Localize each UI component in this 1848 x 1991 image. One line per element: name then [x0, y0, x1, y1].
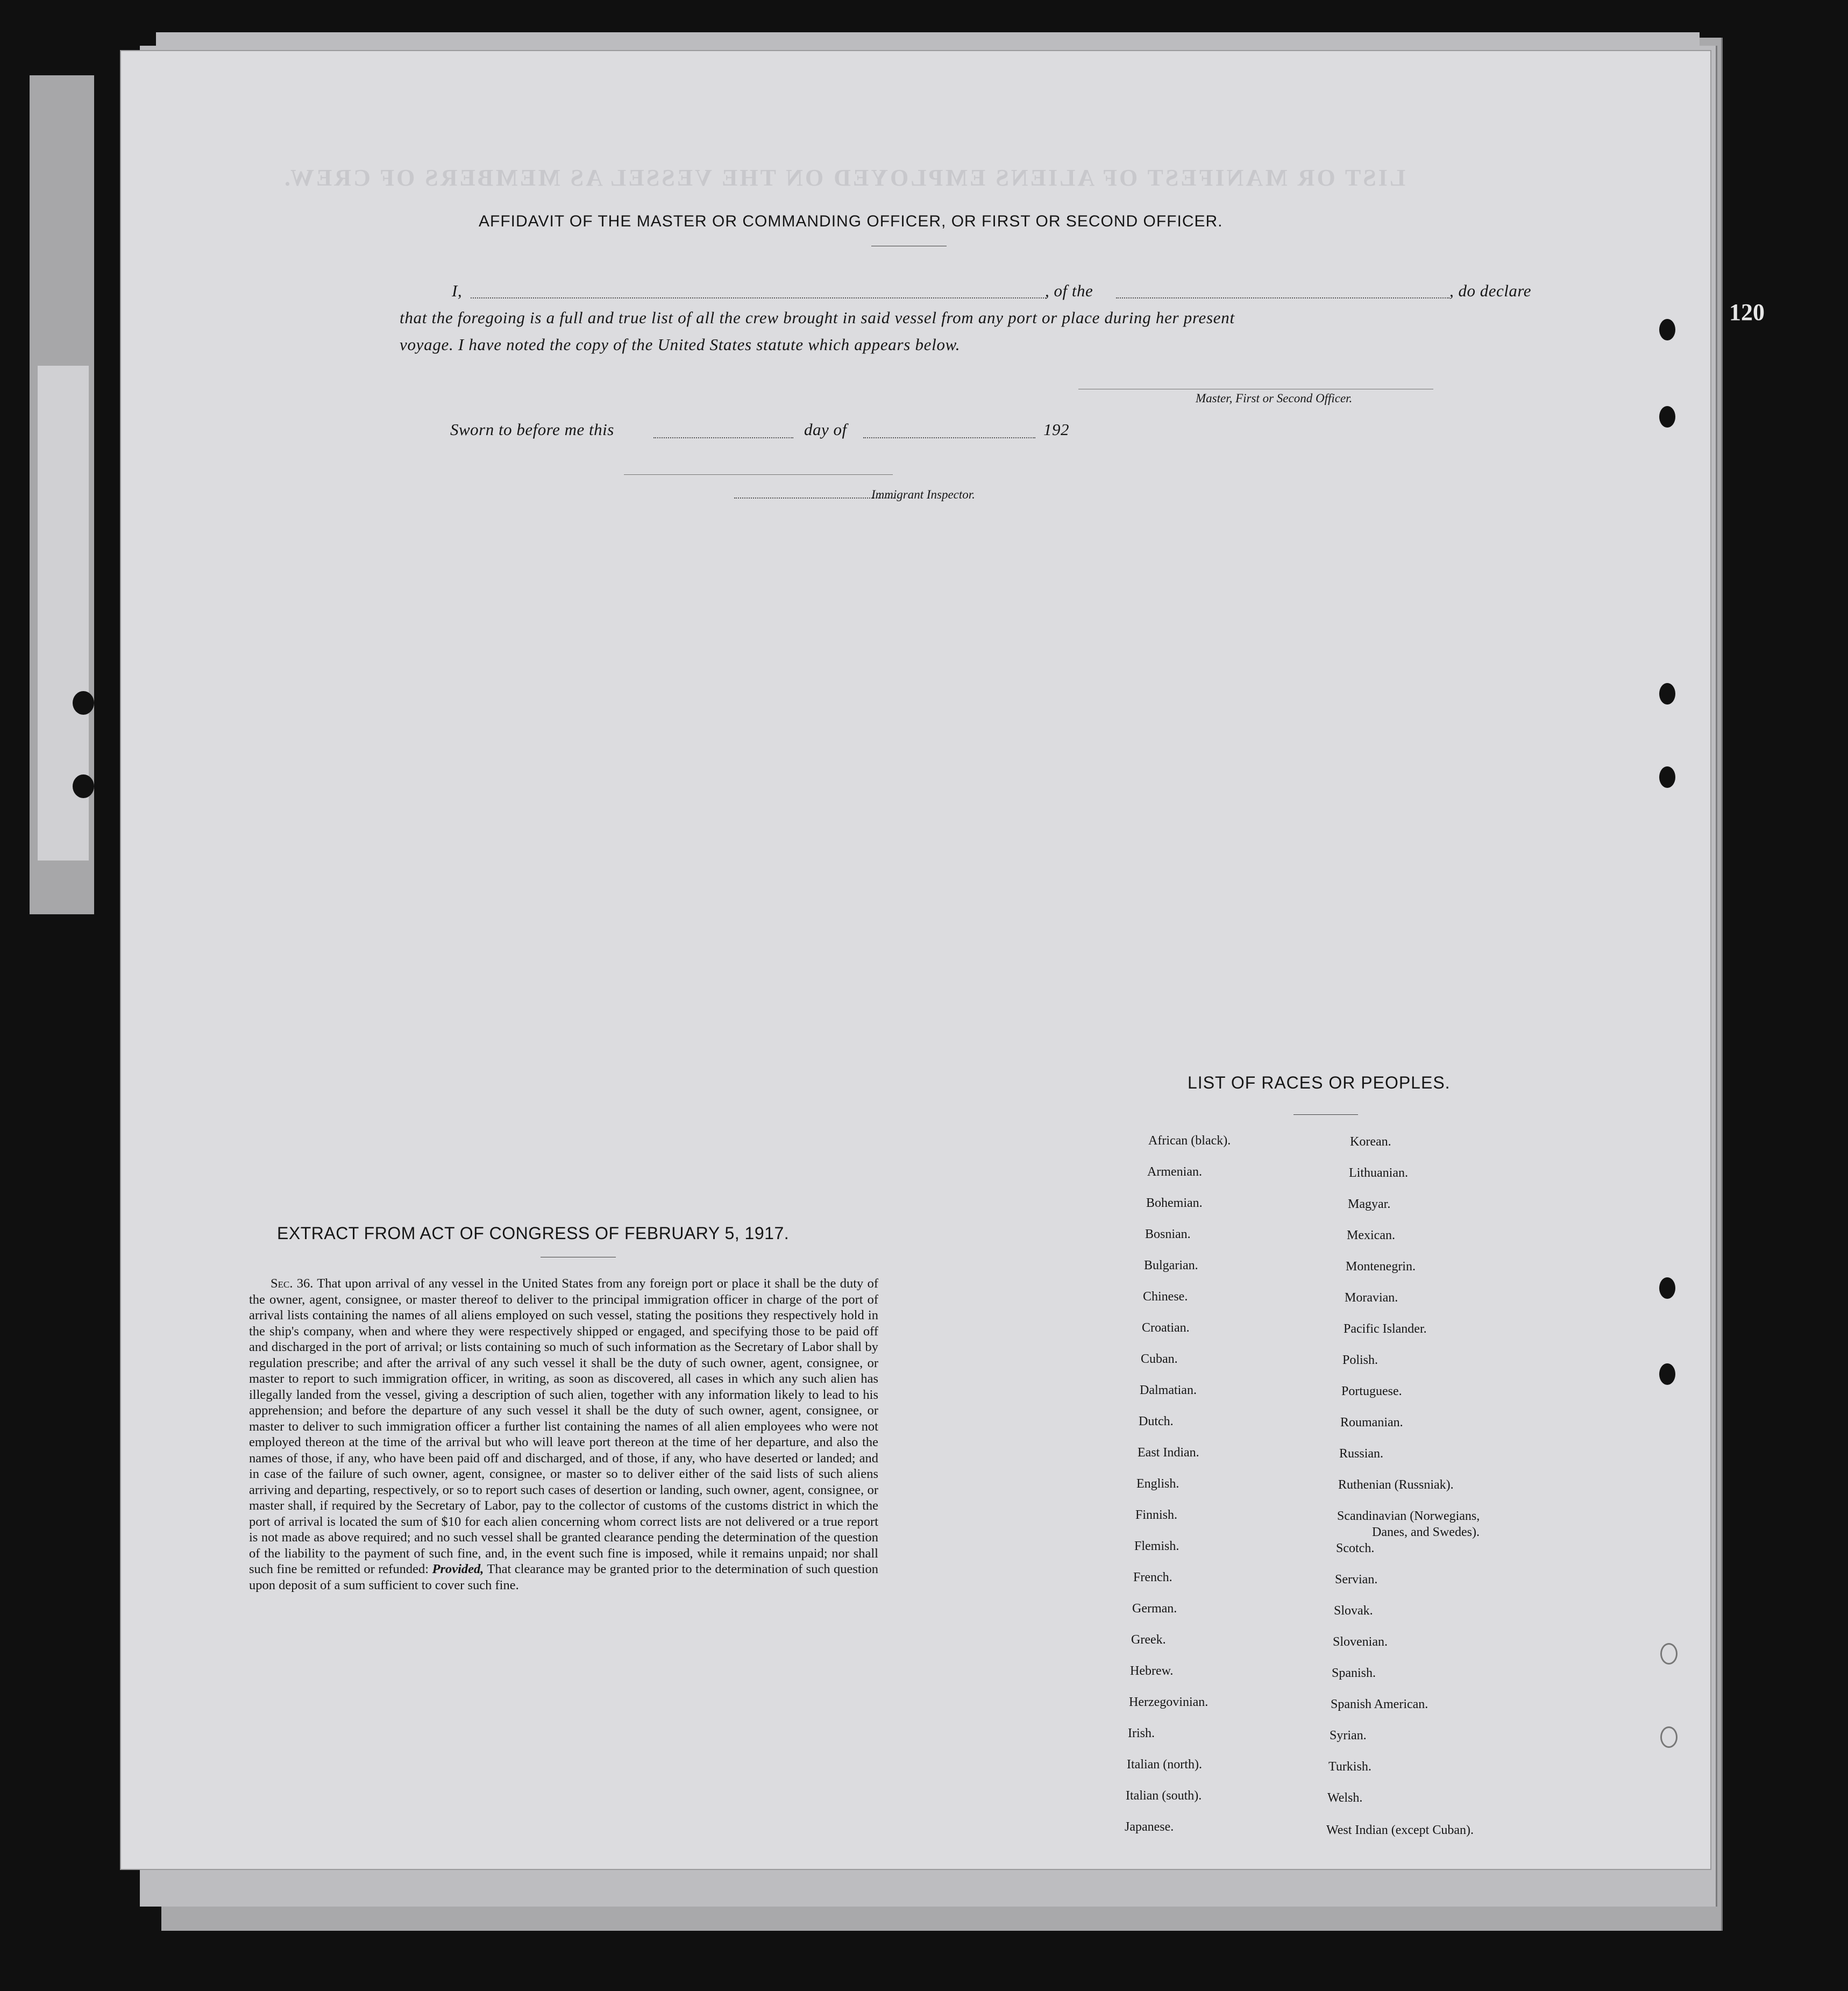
extract-text-part1: That upon arrival of any vessel in the United States from any foreign port or place it shall be the duty of the owner, agent, consignee, or master thereof to deliver to the principal immigration officer in charge of the port of arrival lists containing the names of all aliens employed on such vessel, stating the positions they respectively hold in the ship's company, when and where they were respectively shipped or engaged, and specifying those to be paid off and discharged in the port of arrival; or lists containing so much of such information as the Secretary of Labor shall by regulation prescribe; and after the arrival of any such vessel it shall be the duty of such owner, agent, consignee, or master to report to such immigration officer, in writing, as soon as discovered, all cases in which any such alien has illegally landed from the vessel, giving a description of such alien, together with any information likely to lead to his apprehension; and before the departure of any such vessel it shall be the duty of such owner, agent, consignee, or master to deliver to such immigration officer a further list containing the names of all alien employees who were not employed thereon at the time of the arrival but who will leave port thereon at the time of her departure, and also the names of those, if any, who have been paid off and discharged, and of those, if any, who have deserted or landed; and in case of the failure of such owner, agent, consignee, or master so to deliver either of the said lists of such aliens arriving and departing, respectively, or so to report such cases of desertion or landing, such owner, agent, consignee, or master shall, if required by the Secretary of Labor, pay to the collector of customs of the customs district in which the port of arrival is located the sum of $10 for each alien concerning whom correct lists are not delivered or a true report is not made as above required; and no such vessel shall be granted clearance pending the determination of the question of the liability to the payment of such fine, and, in the event such fine is imposed, while it remains unpaid; nor shall such fine be remitted or refunded:: [249, 1276, 879, 1576]
punch-hole: [1659, 683, 1675, 705]
extract-text: [249, 1276, 878, 1593]
punch-hole: [73, 691, 94, 715]
race-item: French.: [1133, 1570, 1172, 1584]
race-item: Japanese.: [1125, 1820, 1174, 1834]
race-item: Lithuanian.: [1349, 1166, 1408, 1180]
races-title-rule: [1293, 1114, 1358, 1115]
punch-hole: [1659, 1277, 1675, 1299]
affidavit-declare-label: , do declare: [1449, 281, 1532, 300]
race-item: German.: [1132, 1602, 1177, 1616]
race-item: Spanish.: [1332, 1666, 1376, 1680]
inspector-signature-line[interactable]: [624, 474, 893, 475]
name-blank-line[interactable]: [471, 297, 1046, 298]
race-item: Danes, and Swedes).: [1372, 1525, 1480, 1539]
extract-text-part2: That clearance may be granted prior to the determination of such question upon deposit of a sum sufficient to cover such fine.: [249, 1562, 878, 1592]
race-item: Ruthenian (Russniak).: [1338, 1478, 1454, 1492]
race-item: Roumanian.: [1340, 1416, 1403, 1430]
master-signature-caption: Master, First or Second Officer.: [1196, 392, 1353, 405]
race-item: Portuguese.: [1341, 1384, 1402, 1398]
affidavit-of-the-label: , of the: [1045, 281, 1093, 300]
sworn-label: Sworn to before me this: [450, 420, 614, 439]
page-number: 120: [1729, 299, 1765, 325]
races-title: LIST OF RACES OR PEOPLES.: [1188, 1073, 1451, 1092]
race-item: Montenegrin.: [1346, 1260, 1416, 1274]
race-item: Greek.: [1131, 1633, 1166, 1647]
race-item: Slovenian.: [1333, 1635, 1388, 1649]
race-item: Bosnian.: [1145, 1227, 1191, 1241]
bleed-through-header: LIST OR MANIFEST OF ALIENS EMPLOYED ON THE VESSEL AS MEMBERS OF CREW.: [282, 165, 1406, 191]
race-item: Welsh.: [1327, 1791, 1363, 1805]
top-edge-strip: [156, 32, 1700, 54]
race-item: Spanish American.: [1331, 1697, 1428, 1711]
race-item: Irish.: [1128, 1726, 1155, 1740]
race-item: West Indian (except Cuban).: [1326, 1823, 1474, 1837]
race-item: Syrian.: [1330, 1729, 1367, 1743]
race-item: Polish.: [1342, 1353, 1378, 1367]
affidavit-line-3: voyage. I have noted the copy of the United States statute which appears below.: [400, 335, 961, 354]
race-item: Herzegovinian.: [1129, 1695, 1209, 1709]
punch-hole-unused: [1660, 1726, 1678, 1748]
punch-hole: [1659, 1363, 1675, 1385]
manifest-page: [121, 51, 1710, 1869]
race-item: Slovak.: [1334, 1604, 1373, 1618]
affidavit-title: AFFIDAVIT OF THE MASTER OR COMMANDING OFFICER, OR FIRST OR SECOND OFFICER.: [479, 212, 1223, 230]
race-item: Italian (south).: [1126, 1789, 1202, 1803]
provided-label: Provided,: [432, 1562, 484, 1576]
race-item: Cuban.: [1141, 1352, 1178, 1366]
day-of-label: day of: [804, 420, 847, 439]
punch-hole: [1659, 406, 1675, 428]
affidavit-i-label: I,: [452, 281, 463, 300]
sworn-day-blank[interactable]: [653, 437, 793, 438]
race-item: Croatian.: [1142, 1321, 1190, 1335]
race-item: Italian (north).: [1127, 1758, 1202, 1772]
race-item: Magyar.: [1348, 1197, 1391, 1211]
race-item: Russian.: [1339, 1447, 1384, 1461]
sworn-month-blank[interactable]: [863, 437, 1035, 438]
affidavit-line-2: that the foregoing is a full and true list of all the crew brought in said vessel from any port or place during her present: [400, 308, 1235, 327]
race-item: African (black).: [1148, 1134, 1231, 1148]
section-label: Sec. 36.: [271, 1276, 314, 1291]
race-item: Hebrew.: [1130, 1664, 1174, 1678]
vessel-blank-line[interactable]: [1116, 297, 1449, 298]
race-item: Bohemian.: [1146, 1196, 1203, 1210]
race-item: Servian.: [1335, 1573, 1378, 1587]
race-item: Scotch.: [1336, 1541, 1375, 1555]
inspector-caption: Immigrant Inspector.: [871, 488, 975, 501]
race-item: Korean.: [1350, 1135, 1391, 1149]
punch-hole-unused: [1660, 1643, 1678, 1665]
race-item: Turkish.: [1328, 1760, 1371, 1774]
race-item: Armenian.: [1147, 1165, 1202, 1179]
race-item: Mexican.: [1347, 1228, 1395, 1242]
race-item: Chinese.: [1143, 1290, 1188, 1304]
race-item: Scandinavian (Norwegians,: [1337, 1509, 1480, 1523]
race-item: English.: [1136, 1477, 1179, 1491]
race-item: Dalmatian.: [1140, 1383, 1197, 1397]
race-item: Dutch.: [1139, 1414, 1174, 1428]
race-item: Bulgarian.: [1144, 1258, 1198, 1272]
punch-hole: [1659, 319, 1675, 340]
race-item: East Indian.: [1138, 1446, 1199, 1460]
extract-title: EXTRACT FROM ACT OF CONGRESS OF FEBRUARY 5, 1917.: [277, 1224, 790, 1243]
punch-hole: [1659, 766, 1675, 788]
year-label: 192: [1043, 420, 1069, 439]
race-item: Pacific Islander.: [1344, 1322, 1427, 1336]
punch-hole: [73, 774, 94, 798]
race-item: Flemish.: [1134, 1539, 1179, 1553]
race-item: Finnish.: [1135, 1508, 1178, 1522]
race-item: Moravian.: [1345, 1291, 1398, 1305]
